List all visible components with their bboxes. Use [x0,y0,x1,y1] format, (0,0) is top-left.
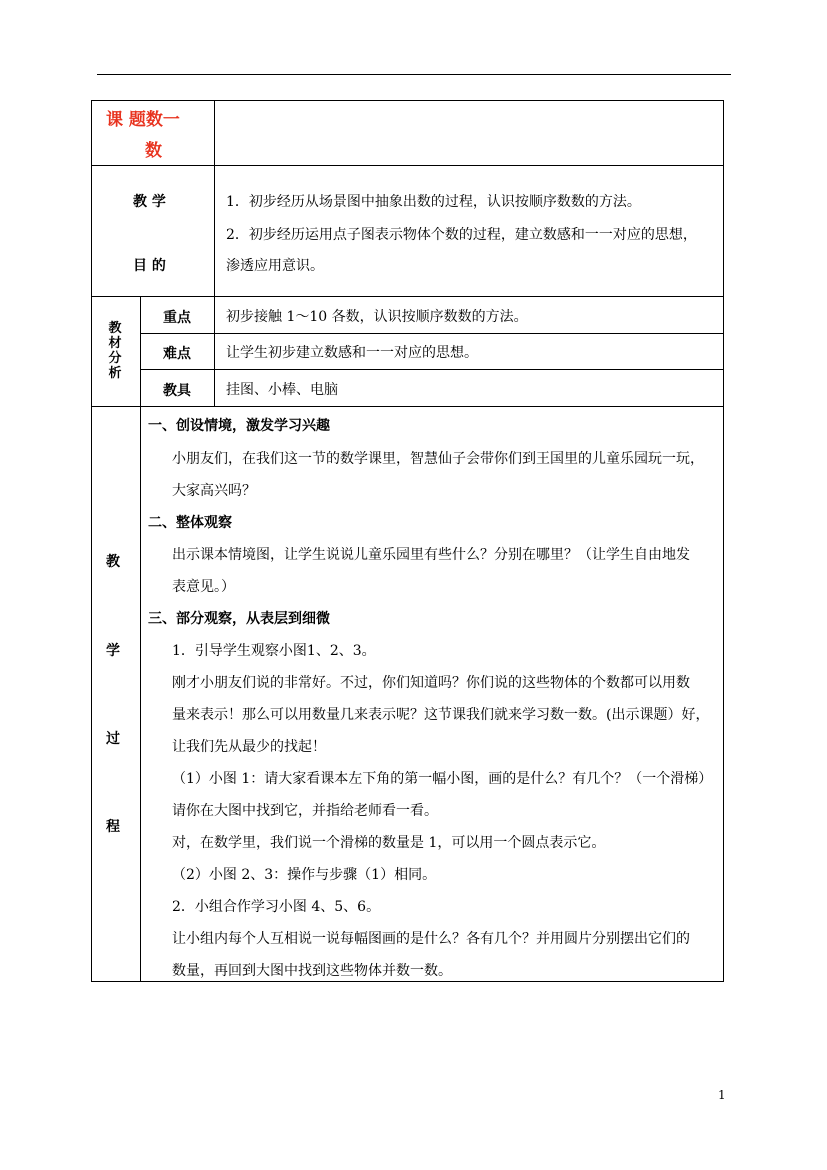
objective-item: 2．初步经历运用点子图表示物体个数的过程，建立数感和一一对应的思想， [226,227,697,243]
section-heading: 二、整体观察 [148,515,232,531]
process-line: （1）小图 1：请大家看课本左下角的第一幅小图，画的是什么？有几个？（一个滑梯） [172,771,713,787]
analysis-row-text: 挂图、小棒、电脑 [226,382,338,398]
process-line: 1．引导学生观察小图1、2、3。 [172,643,376,659]
row-divider [91,406,724,407]
section-heading: 一、创设情境，激发学习兴趣 [148,418,330,434]
lesson-title-line2: 数 [145,141,162,161]
section-heading: 三、部分观察，从表层到细微 [148,611,330,627]
row-divider [91,296,724,297]
process-label-char: 教 [106,554,120,570]
col-divider [140,296,141,982]
objectives-label-bottom: 目 的 [133,258,166,274]
analysis-label: 教 材 分 析 [108,321,122,381]
process-line: 表意见。） [172,579,235,595]
analysis-row-text: 让学生初步建立数感和一一对应的思想。 [226,345,478,361]
process-line: 大家高兴吗？ [172,483,256,499]
analysis-row-text: 初步接触 1～10 各数，认识按顺序数数的方法。 [226,309,528,325]
col-divider [214,296,215,406]
col-divider [214,100,215,306]
analysis-row-label: 难点 [163,346,191,362]
header-rule [97,74,731,75]
process-line: 刚才小朋友们说的非常好。不过，你们知道吗？你们说的这些物体的个数都可以用数 [172,675,690,691]
process-label-char: 学 [106,643,120,659]
row-divider [140,369,724,370]
process-line: 出示课本情境图，让学生说说儿童乐园里有些什么？分别在哪里？（让学生自由地发 [172,547,690,563]
process-line: （2）小图 2、3：操作与步骤（1）相同。 [172,867,437,883]
objectives-label-top: 教 学 [133,194,166,210]
process-line: 2．小组合作学习小图 4、5、6。 [172,899,381,915]
process-label-char: 过 [106,731,120,747]
objective-item: 渗透应用意识。 [226,258,324,274]
process-line: 让小组内每个人互相说一说每幅图画的是什么？各有几个？并用圆片分别摆出它们的 [172,931,690,947]
row-divider [140,333,724,334]
process-line: 小朋友们，在我们这一节的数学课里，智慧仙子会带你们到王国里的儿童乐园玩一玩， [172,451,704,467]
process-label-char: 程 [106,819,120,835]
lesson-title-line1: 课 题数一 [106,110,180,130]
process-line: 数量，再回到大图中找到这些物体并数一数。 [172,963,452,979]
analysis-row-label: 教具 [163,383,191,399]
row-divider [91,165,724,166]
process-line: 请你在大图中找到它，并指给老师看一看。 [172,803,438,819]
process-line: 让我们先从最少的找起！ [172,739,326,755]
process-line: 量来表示！那么可以用数量几来表示呢？这节课我们就来学习数一数。(出示课题）好， [172,707,710,723]
page-number: 1 [718,1088,726,1102]
objective-item: 1．初步经历从场景图中抽象出数的过程，认识按顺序数数的方法。 [226,194,641,210]
process-line: 对，在数学里，我们说一个滑梯的数量是 1，可以用一个圆点表示它。 [172,835,606,851]
analysis-row-label: 重点 [163,310,191,326]
